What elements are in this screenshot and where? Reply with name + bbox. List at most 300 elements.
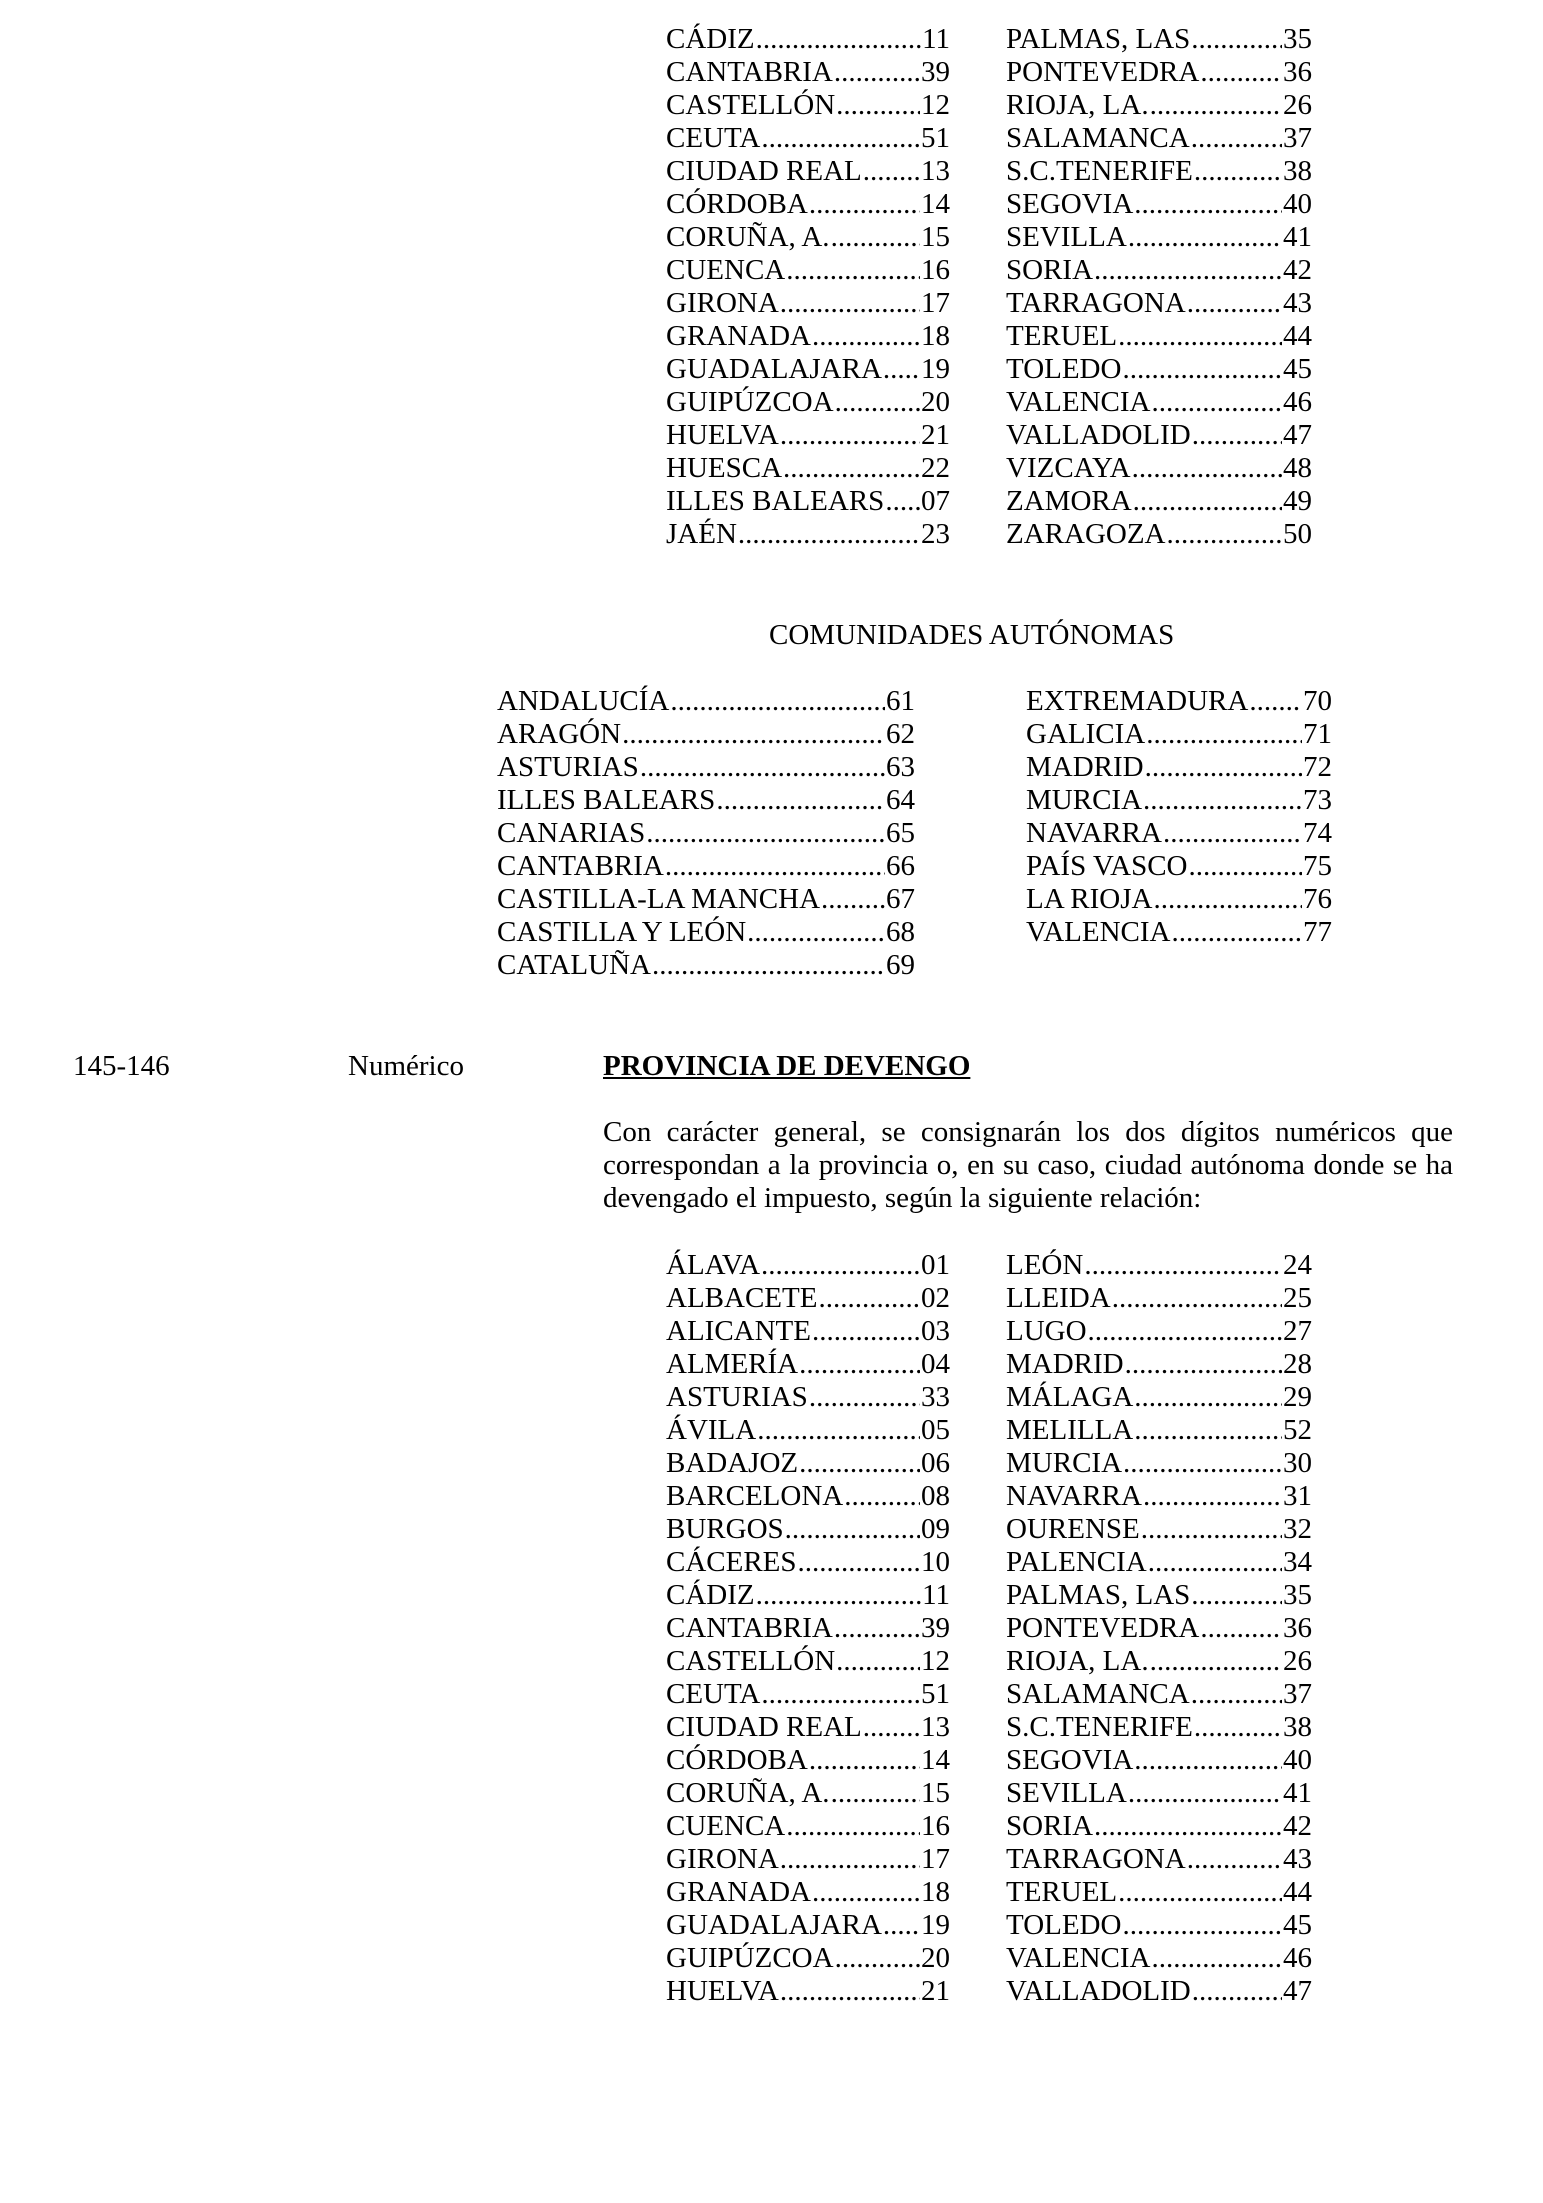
- item-name: CÁDIZ: [666, 1579, 755, 1611]
- dot-leader: [756, 1579, 921, 1612]
- list-item: [1006, 518, 1312, 551]
- list-item: [1006, 1348, 1312, 1381]
- item-name: MÁLAGA: [1006, 1381, 1134, 1413]
- dot-leader: [780, 1843, 920, 1876]
- item-code: 51: [921, 1678, 950, 1710]
- list-item: [1006, 89, 1312, 122]
- dot-leader: [1134, 1381, 1282, 1414]
- list-item: [666, 1711, 950, 1744]
- list-item: [666, 1612, 950, 1645]
- dot-leader: [863, 1711, 920, 1744]
- item-name: CÓRDOBA: [666, 188, 808, 220]
- item-code: 67: [886, 883, 915, 915]
- item-code: 07: [921, 485, 950, 517]
- dot-leader: [1194, 155, 1282, 188]
- item-name: ÁLAVA: [666, 1249, 761, 1281]
- item-code: 21: [921, 419, 950, 451]
- item-code: 65: [886, 817, 915, 849]
- list-item: [666, 188, 950, 221]
- item-name: S.C.TENERIFE: [1006, 1711, 1193, 1743]
- list-item: [497, 784, 915, 817]
- list-item: [666, 1579, 950, 1612]
- item-code: 14: [921, 1744, 950, 1776]
- item-code: 42: [1283, 1810, 1312, 1842]
- dot-leader: [812, 1876, 920, 1909]
- item-code: 17: [921, 1843, 950, 1875]
- item-name: VALLADOLID: [1006, 1975, 1191, 2007]
- list-item: [1006, 287, 1312, 320]
- dot-leader: [863, 155, 920, 188]
- item-name: ALICANTE: [666, 1315, 811, 1347]
- dot-leader: [1125, 1348, 1282, 1381]
- dot-leader: [646, 817, 885, 850]
- list-item: [666, 56, 950, 89]
- item-name: ZARAGOZA: [1006, 518, 1166, 550]
- item-code: 49: [1283, 485, 1312, 517]
- dot-leader: [652, 949, 885, 982]
- list-item: [1006, 56, 1312, 89]
- list-item: [1006, 1711, 1312, 1744]
- list-item: [1006, 1414, 1312, 1447]
- item-name: OURENSE: [1006, 1513, 1140, 1545]
- dot-leader: [1191, 122, 1282, 155]
- list-item: [1006, 452, 1312, 485]
- item-name: GUIPÚZCOA: [666, 1942, 834, 1974]
- item-code: 11: [922, 23, 950, 55]
- list-item: [666, 452, 950, 485]
- item-name: LUGO: [1006, 1315, 1087, 1347]
- item-name: CATALUÑA: [497, 949, 651, 981]
- dot-leader: [747, 916, 885, 949]
- dot-leader: [1122, 353, 1282, 386]
- item-name: CASTILLA Y LEÓN: [497, 916, 747, 948]
- dot-leader: [1084, 1249, 1282, 1282]
- dot-leader: [1134, 1414, 1282, 1447]
- dot-leader: [640, 751, 885, 784]
- list-item: [1026, 751, 1332, 784]
- list-item: [1006, 1810, 1312, 1843]
- item-code: 19: [921, 353, 950, 385]
- item-name: ÁVILA: [666, 1414, 757, 1446]
- item-code: 11: [922, 1579, 950, 1611]
- item-name: CÓRDOBA: [666, 1744, 808, 1776]
- list-item: [497, 751, 915, 784]
- item-code: 51: [921, 122, 950, 154]
- list-item: [1006, 1942, 1312, 1975]
- item-code: 43: [1283, 287, 1312, 319]
- item-name: HUELVA: [666, 419, 779, 451]
- item-code: 01: [921, 1249, 950, 1281]
- item-code: 46: [1283, 1942, 1312, 1974]
- item-code: 22: [921, 452, 950, 484]
- item-name: ASTURIAS: [666, 1381, 808, 1413]
- item-code: 52: [1283, 1414, 1312, 1446]
- item-code: 13: [921, 1711, 950, 1743]
- dot-leader: [1141, 1513, 1282, 1546]
- item-code: 37: [1283, 122, 1312, 154]
- dot-leader: [780, 419, 920, 452]
- list-item: [497, 685, 915, 718]
- item-code: 44: [1283, 320, 1312, 352]
- list-item: [666, 221, 950, 254]
- item-name: S.C.TENERIFE: [1006, 155, 1193, 187]
- item-name: CASTELLÓN: [666, 1645, 836, 1677]
- dot-leader: [1128, 1777, 1282, 1810]
- item-name: SORIA: [1006, 1810, 1094, 1842]
- item-code: 35: [1283, 23, 1312, 55]
- dot-leader: [1134, 188, 1282, 221]
- dot-leader: [1128, 221, 1282, 254]
- item-name: SEVILLA: [1006, 221, 1127, 253]
- dot-leader: [809, 1744, 920, 1777]
- dot-leader: [883, 353, 920, 386]
- item-name: SORIA: [1006, 254, 1094, 286]
- item-code: 38: [1283, 1711, 1312, 1743]
- dot-leader: [834, 1612, 920, 1645]
- item-name: CUENCA: [666, 254, 786, 286]
- item-name: ZAMORA: [1006, 485, 1132, 517]
- province-column-left: [666, 1249, 950, 2008]
- item-code: 17: [921, 287, 950, 319]
- list-item: [1006, 1744, 1312, 1777]
- item-code: 33: [921, 1381, 950, 1413]
- item-name: PALENCIA: [1006, 1546, 1147, 1578]
- item-name: GUADALAJARA: [666, 353, 882, 385]
- list-item: [1006, 1645, 1312, 1678]
- list-item: [666, 1480, 950, 1513]
- list-item: [666, 1975, 950, 2008]
- list-item: [497, 850, 915, 883]
- item-code: 15: [921, 1777, 950, 1809]
- item-name: CÁDIZ: [666, 23, 755, 55]
- item-name: VALENCIA: [1006, 386, 1151, 418]
- item-code: 23: [921, 518, 950, 550]
- item-name: CANARIAS: [497, 817, 646, 849]
- item-name: SALAMANCA: [1006, 1678, 1190, 1710]
- list-item: [666, 386, 950, 419]
- dot-leader: [1094, 1810, 1282, 1843]
- dot-leader: [1146, 718, 1302, 751]
- item-code: 16: [921, 1810, 950, 1842]
- dot-leader: [1191, 1678, 1282, 1711]
- province-column-right: [1006, 1249, 1312, 2008]
- dot-leader: [831, 1777, 920, 1810]
- item-code: 12: [921, 1645, 950, 1677]
- dot-leader: [780, 287, 920, 320]
- list-item: [666, 1744, 950, 1777]
- dot-leader: [1094, 254, 1282, 287]
- list-item: [666, 254, 950, 287]
- item-name: ALMERÍA: [666, 1348, 799, 1380]
- dot-leader: [761, 1249, 920, 1282]
- item-code: 68: [886, 916, 915, 948]
- list-item: [666, 1645, 950, 1678]
- list-item: [666, 419, 950, 452]
- list-item: [1006, 122, 1312, 155]
- field-positions: 145-146: [73, 1050, 170, 1082]
- list-item: [666, 1249, 950, 1282]
- item-name: RIOJA, LA.: [1006, 89, 1149, 121]
- dot-leader: [809, 1381, 920, 1414]
- list-item: [666, 1315, 950, 1348]
- province-column-left: [666, 23, 950, 551]
- list-item: [666, 122, 950, 155]
- item-name: BURGOS: [666, 1513, 784, 1545]
- dot-leader: [756, 23, 921, 56]
- dot-leader: [1150, 89, 1282, 122]
- item-code: 71: [1303, 718, 1332, 750]
- item-name: HUESCA: [666, 452, 783, 484]
- item-code: 32: [1283, 1513, 1312, 1545]
- item-name: PONTEVEDRA: [1006, 56, 1200, 88]
- item-name: PALMAS, LAS: [1006, 1579, 1191, 1611]
- item-name: SEGOVIA: [1006, 188, 1134, 220]
- item-name: TOLEDO: [1006, 353, 1122, 385]
- list-item: [666, 1843, 950, 1876]
- item-code: 20: [921, 1942, 950, 1974]
- dot-leader: [1150, 1645, 1282, 1678]
- dot-leader: [1192, 419, 1282, 452]
- dot-leader: [1163, 817, 1302, 850]
- list-item: [1006, 155, 1312, 188]
- dot-leader: [761, 122, 920, 155]
- item-name: VALENCIA: [1026, 916, 1171, 948]
- item-code: 48: [1283, 452, 1312, 484]
- item-name: NAVARRA: [1026, 817, 1162, 849]
- dot-leader: [799, 1447, 920, 1480]
- dot-leader: [670, 685, 885, 718]
- list-item: [1026, 784, 1332, 817]
- item-name: PAÍS VASCO: [1026, 850, 1188, 882]
- list-item: [497, 949, 915, 982]
- item-code: 34: [1283, 1546, 1312, 1578]
- item-code: 28: [1283, 1348, 1312, 1380]
- list-item: [1006, 1777, 1312, 1810]
- item-name: LA RIOJA: [1026, 883, 1153, 915]
- dot-leader: [1132, 452, 1282, 485]
- list-item: [666, 353, 950, 386]
- list-item: [1006, 1381, 1312, 1414]
- item-name: NAVARRA: [1006, 1480, 1142, 1512]
- field-description: Con carácter general, se consignarán los dos dígitos numéricos que correspondan a la provincia o, en su caso, ciudad autónoma donde se ha devengado el impuesto, según la siguiente relación:: [603, 1116, 1453, 1214]
- list-item: [666, 1381, 950, 1414]
- list-item: [666, 1348, 950, 1381]
- list-item: [497, 817, 915, 850]
- item-code: 05: [921, 1414, 950, 1446]
- list-item: [666, 1447, 950, 1480]
- item-name: ALBACETE: [666, 1282, 818, 1314]
- dot-leader: [1151, 386, 1282, 419]
- list-item: [666, 518, 950, 551]
- item-code: 45: [1283, 1909, 1312, 1941]
- list-item: [1026, 817, 1332, 850]
- list-item: [1006, 254, 1312, 287]
- community-column-right: [1026, 685, 1332, 949]
- item-code: 69: [886, 949, 915, 981]
- item-code: 41: [1283, 1777, 1312, 1809]
- list-item: [497, 718, 915, 751]
- dot-leader: [1200, 56, 1282, 89]
- dot-leader: [1143, 784, 1302, 817]
- item-code: 74: [1303, 817, 1332, 849]
- item-name: LEÓN: [1006, 1249, 1084, 1281]
- item-name: TARRAGONA: [1006, 287, 1186, 319]
- item-name: MURCIA: [1026, 784, 1143, 816]
- item-code: 15: [921, 221, 950, 253]
- item-name: JAÉN: [666, 518, 737, 550]
- item-code: 76: [1303, 883, 1332, 915]
- item-code: 24: [1283, 1249, 1312, 1281]
- list-item: [666, 1282, 950, 1315]
- list-item: [1006, 1447, 1312, 1480]
- list-item: [666, 89, 950, 122]
- dot-leader: [1200, 1612, 1282, 1645]
- item-name: MADRID: [1026, 751, 1144, 783]
- item-name: TERUEL: [1006, 1876, 1118, 1908]
- item-code: 03: [921, 1315, 950, 1347]
- item-code: 14: [921, 188, 950, 220]
- item-code: 16: [921, 254, 950, 286]
- dot-leader: [622, 718, 885, 751]
- item-name: CASTILLA-LA MANCHA: [497, 883, 821, 915]
- item-code: 39: [921, 1612, 950, 1644]
- item-name: VALENCIA: [1006, 1942, 1151, 1974]
- item-code: 47: [1283, 1975, 1312, 2007]
- dot-leader: [818, 1282, 920, 1315]
- list-item: [1006, 188, 1312, 221]
- dot-leader: [1123, 1447, 1282, 1480]
- item-code: 21: [921, 1975, 950, 2007]
- item-name: CANTABRIA: [497, 850, 664, 882]
- dot-leader: [799, 1348, 920, 1381]
- item-code: 73: [1303, 784, 1332, 816]
- item-name: CANTABRIA: [666, 56, 833, 88]
- dot-leader: [1133, 485, 1282, 518]
- dot-leader: [1171, 916, 1302, 949]
- communities-heading: COMUNIDADES AUTÓNOMAS: [769, 619, 1175, 651]
- dot-leader: [716, 784, 885, 817]
- dot-leader: [1194, 1711, 1282, 1744]
- item-code: 45: [1283, 353, 1312, 385]
- item-code: 04: [921, 1348, 950, 1380]
- community-column-left: [497, 685, 915, 982]
- dot-leader: [812, 320, 920, 353]
- list-item: [666, 1876, 950, 1909]
- item-code: 72: [1303, 751, 1332, 783]
- item-name: CIUDAD REAL: [666, 1711, 862, 1743]
- item-code: 08: [921, 1480, 950, 1512]
- item-name: ANDALUCÍA: [497, 685, 670, 717]
- item-name: VIZCAYA: [1006, 452, 1131, 484]
- item-name: GALICIA: [1026, 718, 1146, 750]
- dot-leader: [1134, 1744, 1282, 1777]
- item-code: 06: [921, 1447, 950, 1479]
- list-item: [666, 1777, 950, 1810]
- list-item: [666, 1942, 950, 1975]
- list-item: [666, 1513, 950, 1546]
- dot-leader: [1249, 685, 1302, 718]
- dot-leader: [786, 254, 920, 287]
- list-item: [1006, 1282, 1312, 1315]
- list-item: [497, 883, 915, 916]
- dot-leader: [1151, 1942, 1282, 1975]
- item-code: 26: [1283, 89, 1312, 121]
- list-item: [666, 1909, 950, 1942]
- item-code: 64: [886, 784, 915, 816]
- item-code: 31: [1283, 1480, 1312, 1512]
- item-name: SALAMANCA: [1006, 122, 1190, 154]
- item-name: PONTEVEDRA: [1006, 1612, 1200, 1644]
- item-code: 35: [1283, 1579, 1312, 1611]
- item-code: 19: [921, 1909, 950, 1941]
- dot-leader: [1191, 1579, 1282, 1612]
- dot-leader: [883, 1909, 920, 1942]
- item-code: 09: [921, 1513, 950, 1545]
- dot-leader: [836, 89, 920, 122]
- dot-leader: [831, 221, 920, 254]
- item-name: GRANADA: [666, 1876, 811, 1908]
- item-code: 20: [921, 386, 950, 418]
- item-name: GRANADA: [666, 320, 811, 352]
- dot-leader: [1088, 1315, 1282, 1348]
- dot-leader: [1187, 1843, 1282, 1876]
- item-code: 47: [1283, 419, 1312, 451]
- list-item: [666, 485, 950, 518]
- list-item: [1026, 883, 1332, 916]
- list-item: [1006, 1546, 1312, 1579]
- dot-leader: [885, 485, 920, 518]
- list-item: [1006, 1843, 1312, 1876]
- item-code: 44: [1283, 1876, 1312, 1908]
- item-name: CEUTA: [666, 1678, 761, 1710]
- item-code: 36: [1283, 1612, 1312, 1644]
- item-code: 50: [1283, 518, 1312, 550]
- list-item: [666, 1810, 950, 1843]
- item-name: BADAJOZ: [666, 1447, 799, 1479]
- item-code: 43: [1283, 1843, 1312, 1875]
- dot-leader: [1188, 850, 1302, 883]
- item-name: TOLEDO: [1006, 1909, 1122, 1941]
- list-item: [497, 916, 915, 949]
- list-item: [1006, 1909, 1312, 1942]
- list-item: [1006, 386, 1312, 419]
- dot-leader: [1143, 1480, 1282, 1513]
- item-code: 70: [1303, 685, 1332, 717]
- dot-leader: [786, 1810, 920, 1843]
- item-name: CORUÑA, A.: [666, 1777, 830, 1809]
- dot-leader: [1191, 23, 1282, 56]
- list-item: [1006, 353, 1312, 386]
- item-code: 37: [1283, 1678, 1312, 1710]
- item-code: 18: [921, 1876, 950, 1908]
- list-item: [1006, 221, 1312, 254]
- item-name: TARRAGONA: [1006, 1843, 1186, 1875]
- list-item: [1006, 23, 1312, 56]
- item-name: ARAGÓN: [497, 718, 622, 750]
- item-code: 36: [1283, 56, 1312, 88]
- dot-leader: [809, 188, 920, 221]
- item-name: GUIPÚZCOA: [666, 386, 834, 418]
- item-code: 62: [886, 718, 915, 750]
- list-item: [1006, 1579, 1312, 1612]
- item-code: 41: [1283, 221, 1312, 253]
- item-code: 39: [921, 56, 950, 88]
- dot-leader: [836, 1645, 920, 1678]
- item-name: GIRONA: [666, 1843, 779, 1875]
- item-name: ILLES BALEARS: [497, 784, 716, 816]
- list-item: [1006, 1612, 1312, 1645]
- list-item: [1026, 916, 1332, 949]
